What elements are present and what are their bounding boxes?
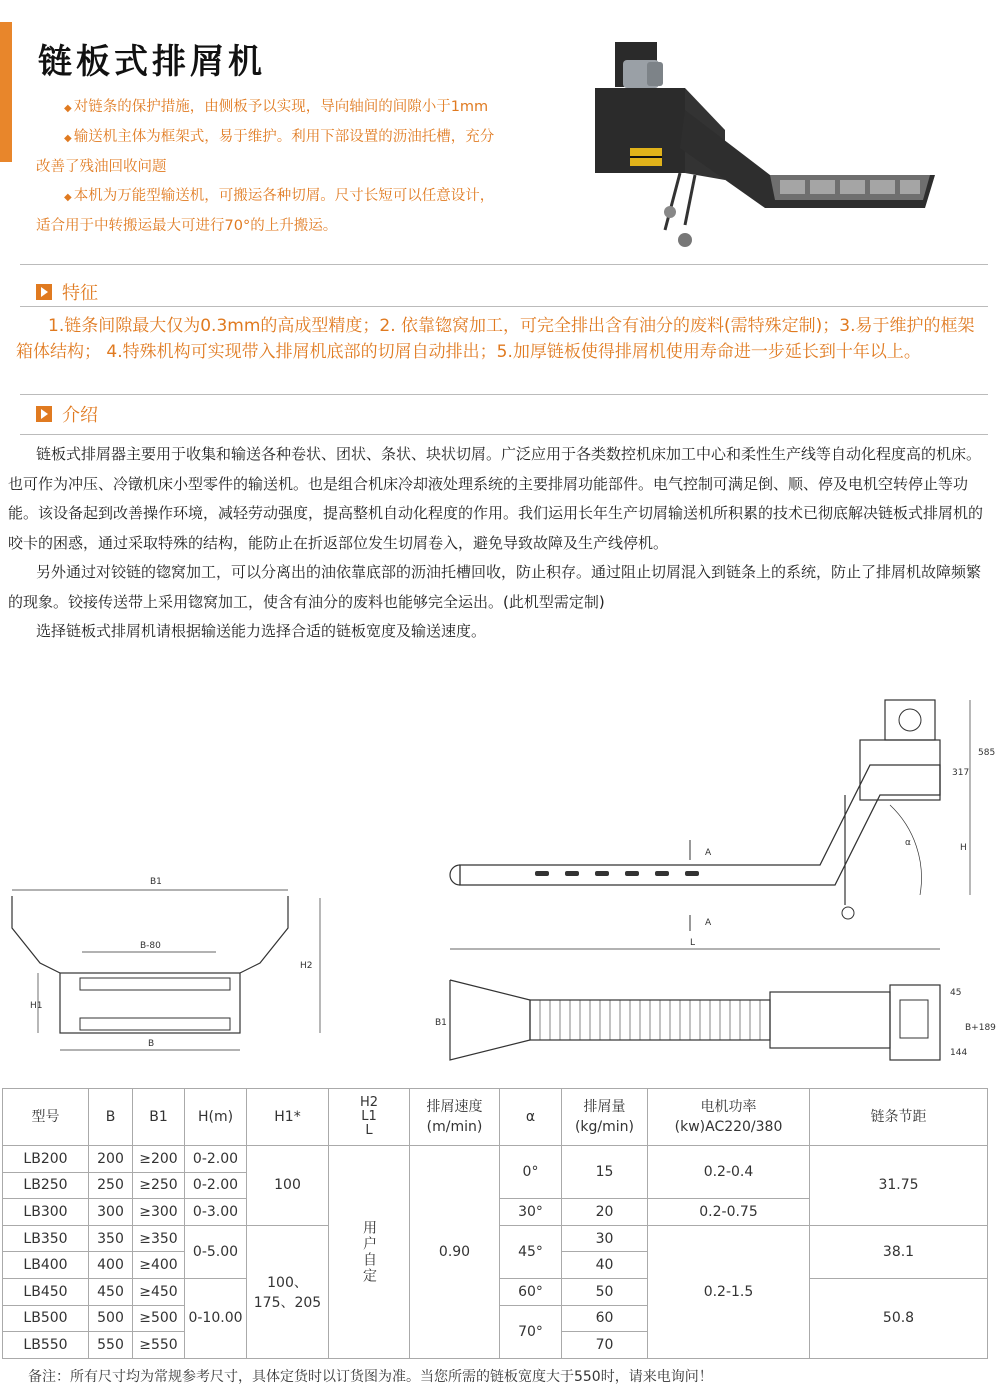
th-power: 电机功率 (kw)AC220/380 bbox=[648, 1089, 810, 1146]
divider bbox=[20, 306, 988, 307]
table-row: LB350 350 ≥350 0-5.00 100、175、205 45° 30 0.2-1.5 38.1 bbox=[3, 1225, 988, 1252]
divider bbox=[20, 394, 988, 395]
paragraph: 选择链板式排屑机请根据输送能力选择合适的链板宽度及输送速度。 bbox=[36, 622, 487, 640]
label-45: 45 bbox=[950, 988, 962, 998]
divider bbox=[20, 434, 988, 435]
side-elevation-diagram bbox=[440, 695, 995, 960]
label-144: 144 bbox=[950, 1048, 968, 1058]
bullet-icon: ◆ bbox=[64, 103, 72, 114]
paragraph: 链板式排屑器主要用于收集和输送各种卷状、团状、条状、块状切屑。广泛应用于各类数控机床加工中心和柔性生产线等自动化程度高的机床。也可作为冲压、冷镦机床小型零件的输送机。也是组合机床冷却液处理系统的主要排屑功能部件。电气控制可满足倒、顺、停及电机空转停止等功能。该设备起到改善操作环境，减轻劳动强度，提高整机自动化程度的作用。我们运用长年生产切屑输送机所积累的技术已彻底解决链板式排屑机的咬卡的困惑，通过采取特殊的结构，能防止在折返部位发生切屑卷入，避免导致故障及生产线停机。 bbox=[8, 445, 984, 552]
th-amount: 排屑量 (kg/min) bbox=[562, 1089, 648, 1146]
th-h1: H1* bbox=[247, 1089, 329, 1146]
label-alpha: α bbox=[905, 838, 911, 848]
bullet-icon: ◆ bbox=[64, 192, 72, 203]
label-plan-b1: B1 bbox=[435, 1018, 447, 1028]
features-text: 1.链条间隙最大仅为0.3mm的高成型精度；2. 依靠锪窝加工，可完全排出含有油分的废料(需特殊定制)；3.易于维护的框架箱体结构； 4.特殊机构可实现带入排屑机底部的切屑自动排出；5.加厚链板使得排屑机使用寿命进一步延长到十年以上。 bbox=[16, 316, 975, 362]
label-b80: B-80 bbox=[140, 941, 161, 951]
label-317: 317 bbox=[952, 768, 970, 778]
accent-bar bbox=[0, 22, 12, 162]
th-model: 型号 bbox=[3, 1089, 89, 1146]
cross-section-diagram bbox=[0, 868, 330, 1078]
th-b: B bbox=[89, 1089, 133, 1146]
label-a-top: A bbox=[705, 848, 712, 858]
intro-heading: 介绍 bbox=[36, 401, 98, 427]
paragraph: 另外通过对铰链的锪窝加工，可以分离出的油依靠底部的沥油托槽回收，防止积存。通过阻止切屑混入到链条上的系统，防止了排屑机故障频繁的现象。铰接传送带上采用锪窝加工，使含有油分的废料也能够完全运出。(此机型需定制) bbox=[8, 563, 982, 611]
intro-body bbox=[8, 440, 988, 647]
intro-line: ◆ 对链条的保护措施，由侧板予以实现，导向轴间的间隙小于1mm bbox=[64, 99, 489, 115]
label-h1: H1 bbox=[30, 1001, 43, 1011]
th-h: H(m) bbox=[185, 1089, 247, 1146]
page-title: 链板式排屑机 bbox=[38, 42, 266, 82]
table-row: LB250 250 ≥250 0-2.00 bbox=[3, 1172, 988, 1199]
label-b1: B1 bbox=[150, 877, 162, 887]
label-b189: B+189 bbox=[965, 1023, 996, 1033]
intro-line: ◆ 输送机主体为框架式，易于维护。利用下部设置的沥油托槽，充分 bbox=[64, 129, 495, 145]
th-alpha: α bbox=[500, 1089, 562, 1146]
label-h2: H2 bbox=[300, 961, 313, 971]
section-arrow-icon bbox=[36, 284, 52, 300]
th-speed: 排屑速度 (m/min) bbox=[410, 1089, 500, 1146]
table-row: LB300 300 ≥300 0-3.00 30° 20 0.2-0.75 bbox=[3, 1199, 988, 1226]
table-header-row bbox=[3, 1089, 988, 1146]
intro-bullets bbox=[36, 93, 576, 241]
spec-table bbox=[2, 1088, 988, 1359]
th-pitch: 链条节距 bbox=[810, 1089, 988, 1146]
table-row: LB550 550 ≥550 70 bbox=[3, 1332, 988, 1359]
product-photo bbox=[585, 30, 985, 255]
label-a-bottom: A bbox=[705, 918, 712, 928]
plan-view-diagram bbox=[430, 970, 996, 1080]
section-arrow-icon bbox=[36, 406, 52, 422]
table-row: LB400 400 ≥400 40 bbox=[3, 1252, 988, 1279]
table-row: LB500 500 ≥500 70° 60 bbox=[3, 1305, 988, 1332]
intro-line: 适合用于中转搬运最大可进行70°的上升搬运。 bbox=[36, 218, 338, 234]
intro-line: 改善了残油回收问题 bbox=[36, 159, 167, 175]
footnote: 备注：所有尺寸均为常规参考尺寸，具体定货时以订货图为准。当您所需的链板宽度大于550时，请来电询问！ bbox=[28, 1369, 713, 1385]
intro-line: ◆ 本机为万能型输送机，可搬运各种切屑。尺寸长短可以任意设计， bbox=[64, 188, 495, 204]
bullet-icon: ◆ bbox=[64, 133, 72, 144]
label-h: H bbox=[960, 843, 967, 853]
table-row: LB450 450 ≥450 0-10.00 60° 50 50.8 bbox=[3, 1278, 988, 1305]
label-b: B bbox=[148, 1039, 155, 1049]
features-heading: 特征 bbox=[36, 279, 98, 305]
divider bbox=[20, 264, 988, 265]
table-row: LB200 200 ≥200 0-2.00 100 用户自定 0.90 0° 15 0.2-0.4 31.75 bbox=[3, 1146, 988, 1173]
label-l: L bbox=[690, 938, 696, 948]
th-b1: B1 bbox=[133, 1089, 185, 1146]
th-h2: H2 L1 L bbox=[329, 1089, 410, 1146]
label-585: 585 bbox=[978, 748, 996, 758]
